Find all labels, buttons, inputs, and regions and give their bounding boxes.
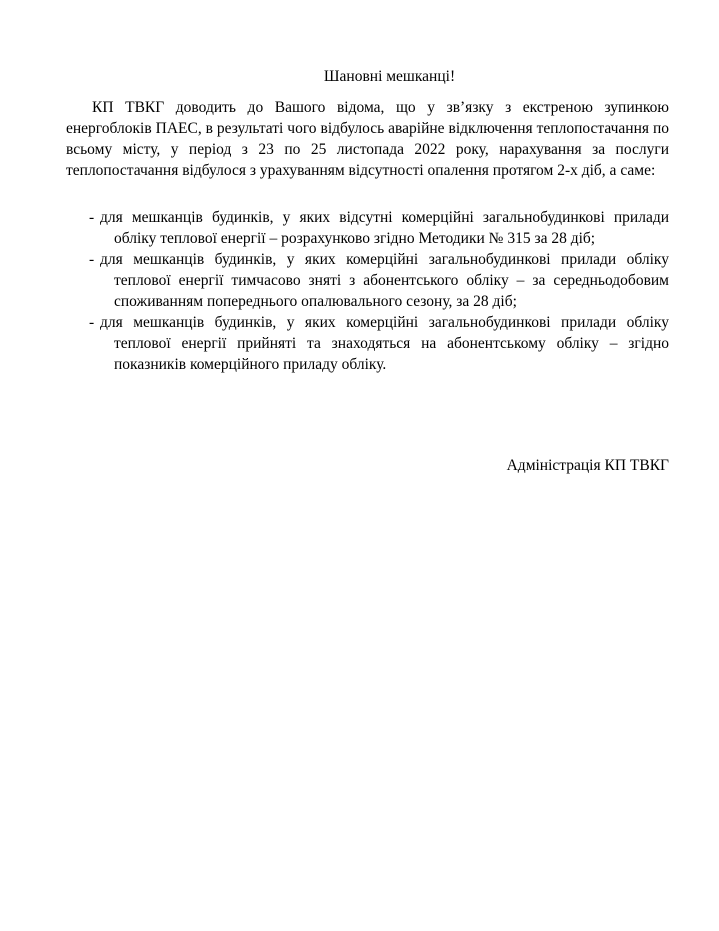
- list-item: [66, 207, 669, 249]
- list-item-text: для мешканців будинків, у яких комерційні загальнобудинкові прилади обліку теплової енергії тимчасово зняті з абонентського обліку – за середньодобовим споживанням попереднього опалювального сезону, за 28 діб;: [100, 251, 669, 310]
- list-bullet: -: [89, 314, 95, 331]
- list-item-text: для мешканців будинків, у яких комерційні загальнобудинкові прилади обліку теплової енергії прийняті та знаходяться на абонентському обліку – згідно показників комерційного приладу обліку.: [100, 314, 669, 373]
- list-bullet: -: [89, 251, 95, 268]
- list-item: [66, 312, 669, 375]
- conditions-list: [66, 207, 669, 375]
- greeting-heading: Шановні мешканці!: [323, 68, 456, 85]
- list-item-text: для мешканців будинків, у яких відсутні комерційні загальнобудинкові прилади обліку теплової енергії – розрахунково згідно Методики № 315 за 28 діб;: [100, 209, 669, 247]
- list-item: [66, 249, 669, 312]
- announcement-paragraph: КП ТВКГ доводить до Вашого відома, що у зв’язку з екстреною зупинкою енергоблоків ПАЕС, в результаті чого відбулось аварійне відключення теплопостачання по всьому місту, у період з 23 по 25 листопада 2022 року, нарахування за послуги теплопостачання відбулося з урахуванням відсутності опалення протягом 2-х діб, а саме:: [66, 99, 669, 179]
- signature: Адміністрація КП ТВКГ: [506, 457, 669, 474]
- list-bullet: -: [89, 209, 95, 226]
